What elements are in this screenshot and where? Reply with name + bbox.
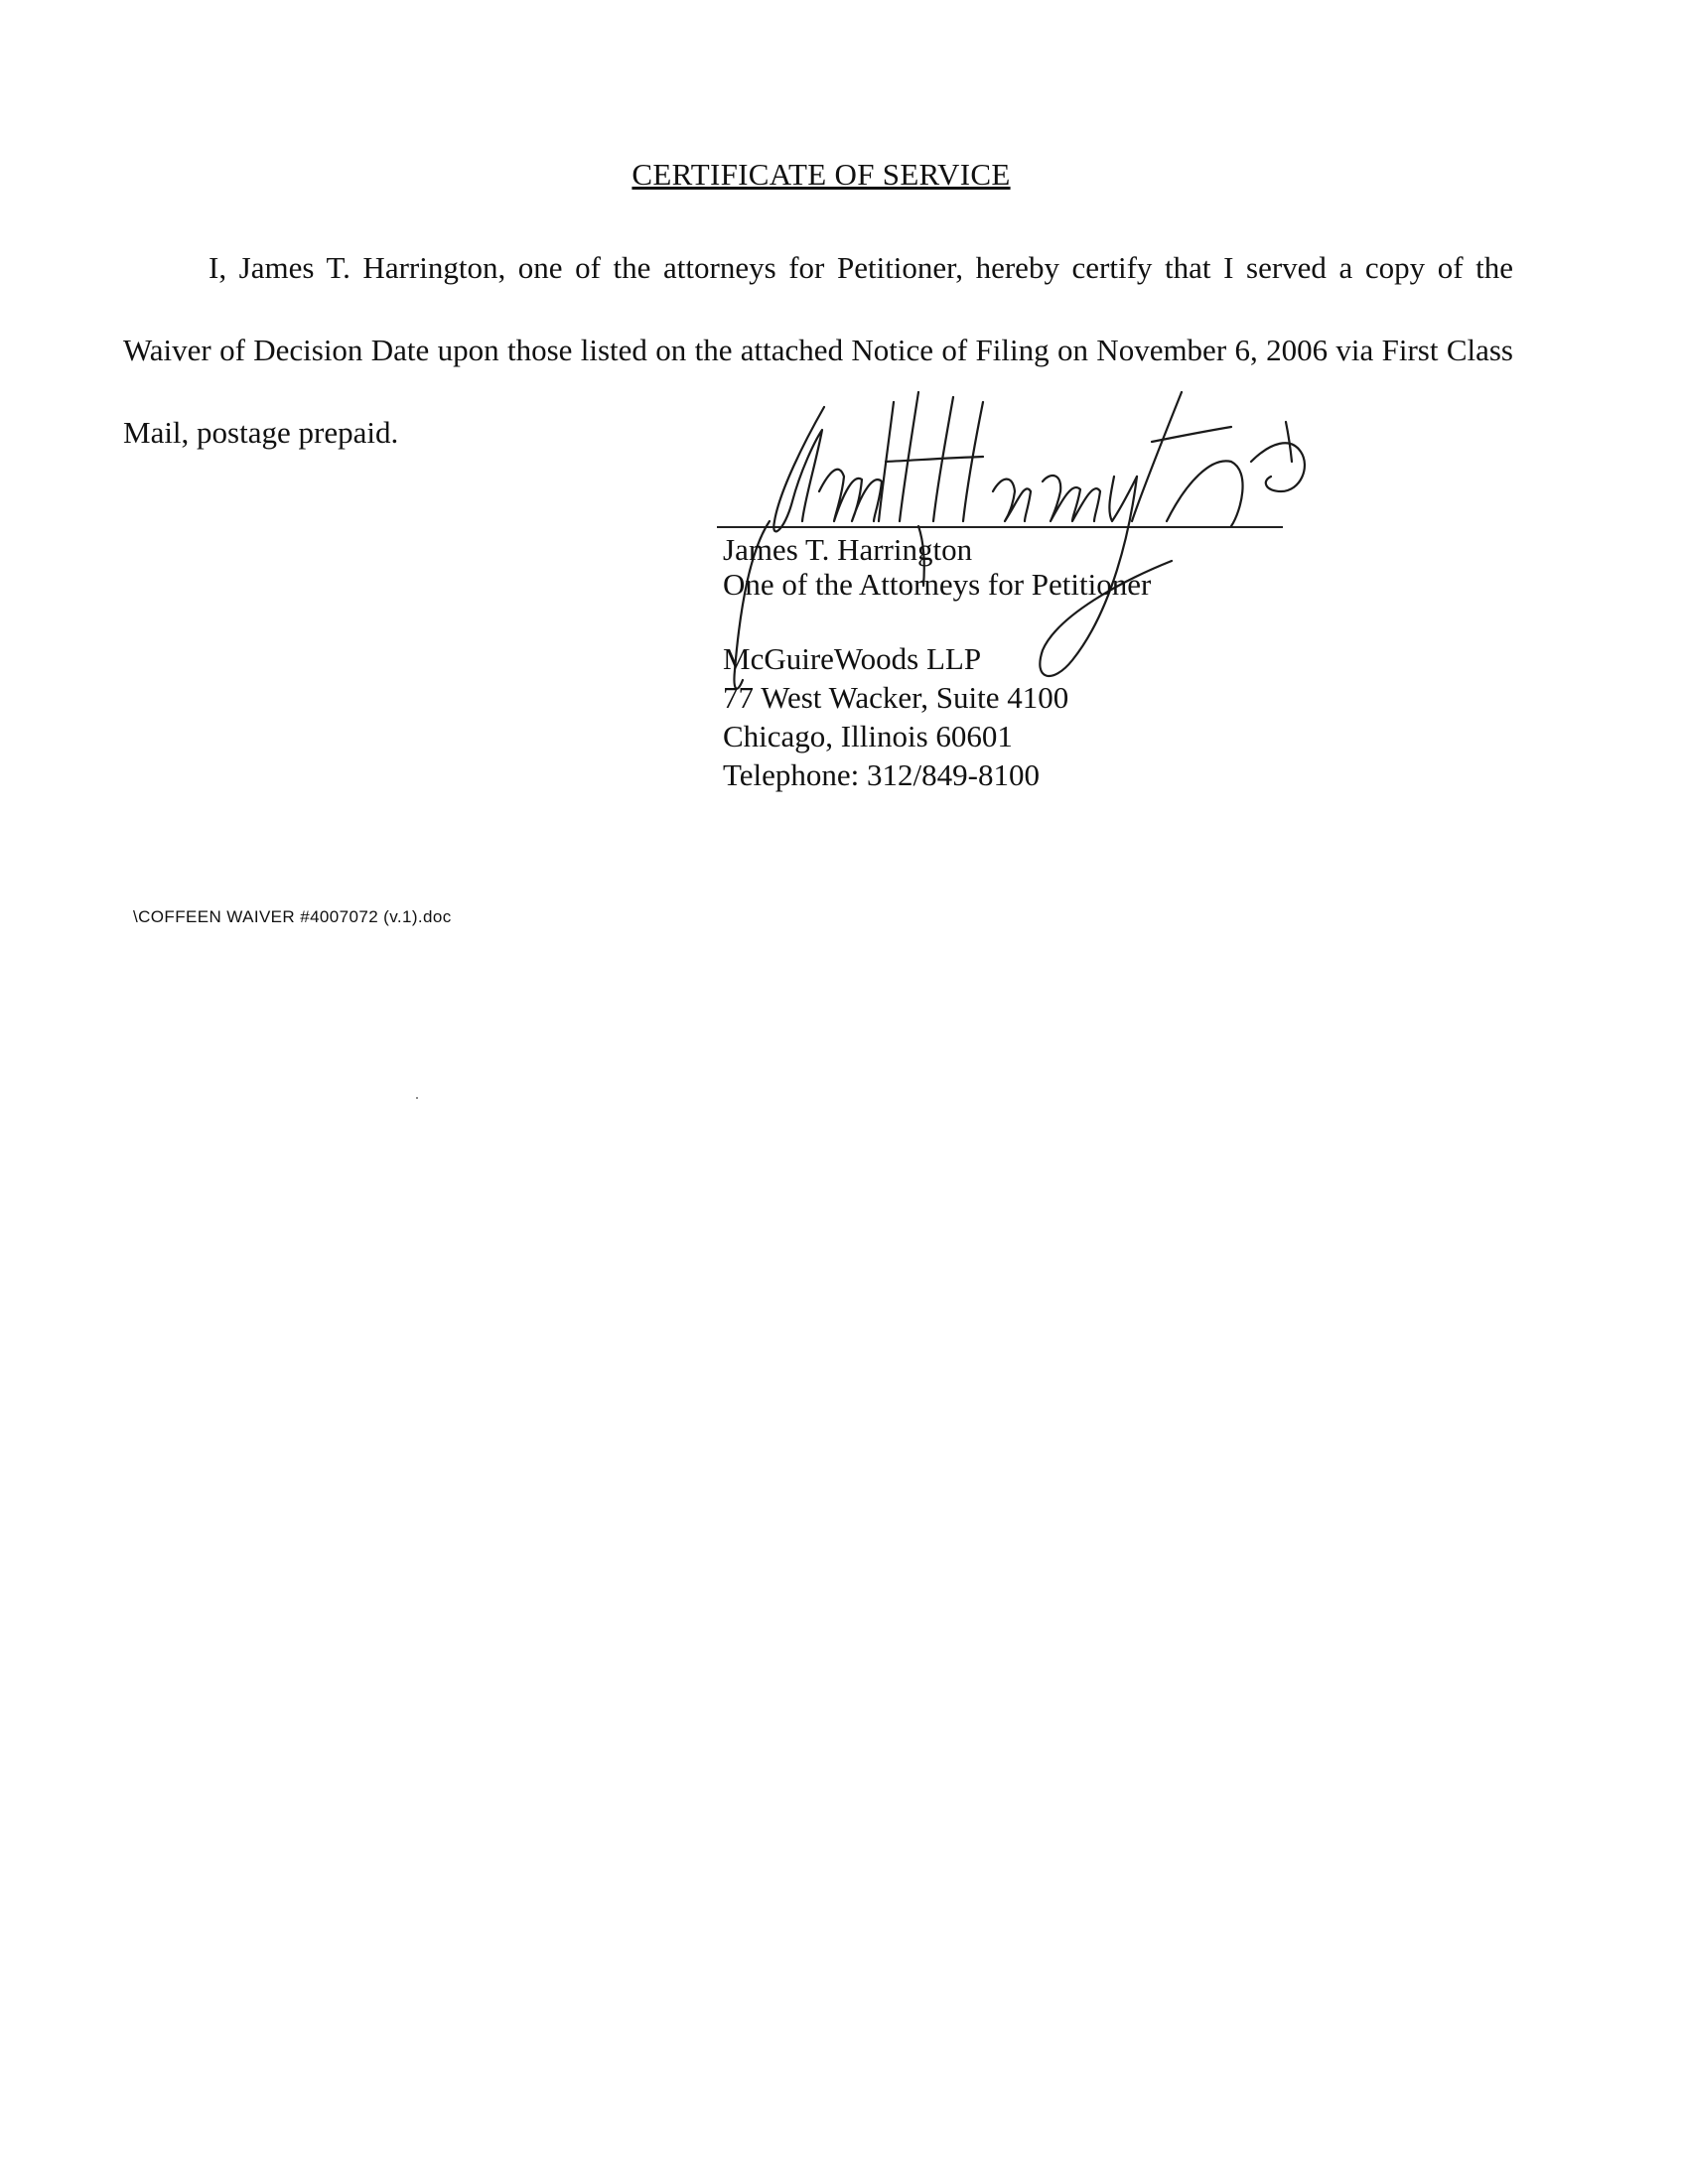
signer-block (723, 532, 1151, 602)
firm-telephone: Telephone: 312/849-8100 (723, 757, 1040, 792)
firm-address-line2: Chicago, Illinois 60601 (723, 719, 1013, 753)
signer-role: One of the Attorneys for Petitioner (723, 567, 1152, 602)
document-reference-footer: \COFFEEN WAIVER #4007072 (v.1).doc (133, 907, 452, 926)
page-title: CERTIFICATE OF SERVICE (632, 157, 1011, 192)
certification-paragraph: I, James T. Harrington, one of the attorneys for Petitioner, hereby certify that I served a copy of the Waiver of Decision Date upon those listed on the attached Notice of Filing on November 6, 2006 via First Class Mail, postage prepaid. (123, 250, 1513, 450)
firm-name: McGuireWoods LLP (723, 641, 982, 676)
firm-address-line1: 77 West Wacker, Suite 4100 (723, 680, 1069, 715)
signer-name: James T. Harrington (723, 532, 973, 567)
scan-speck (416, 1097, 418, 1099)
firm-address-block (723, 639, 1068, 794)
